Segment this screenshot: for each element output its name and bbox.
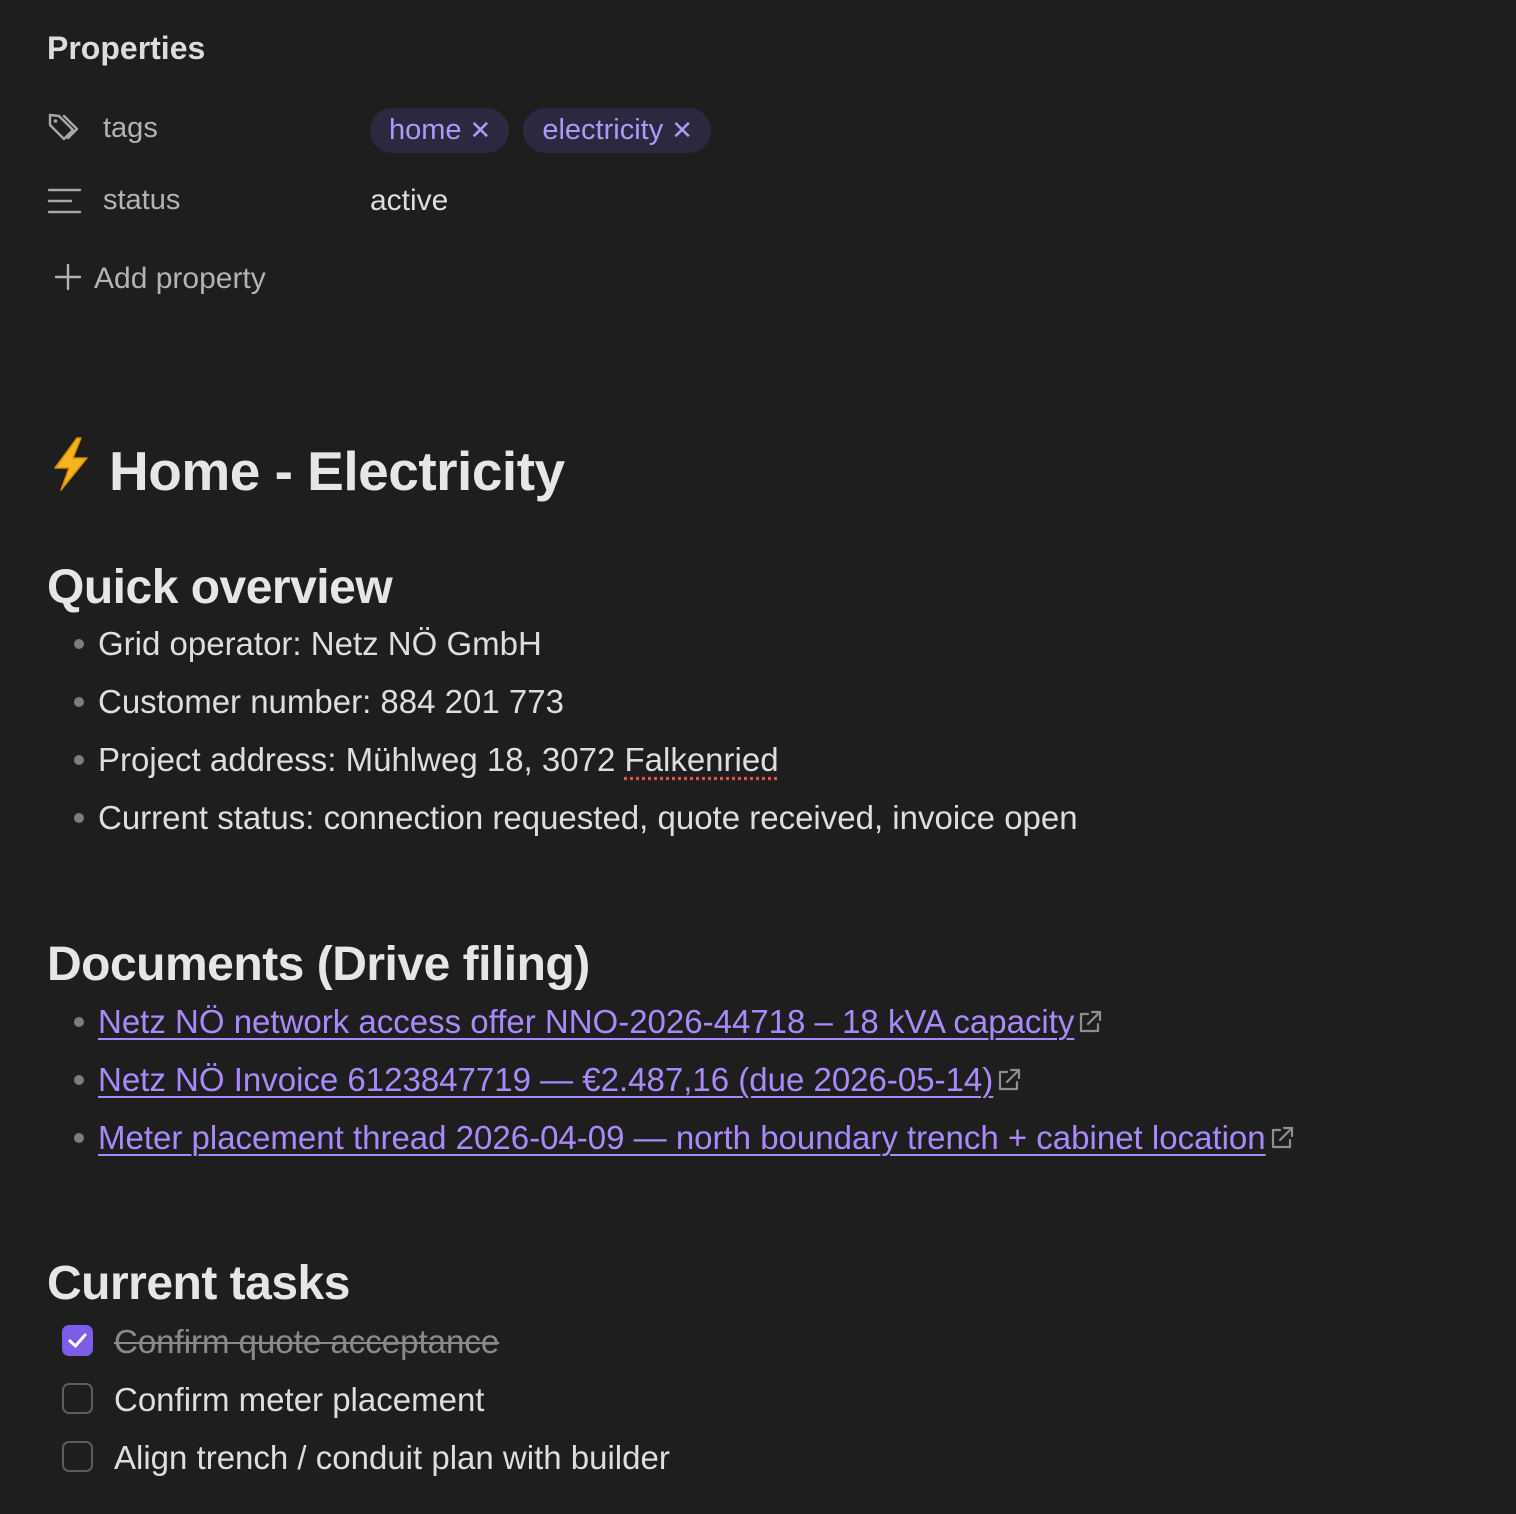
bullet-icon	[74, 1017, 84, 1027]
list-item	[72, 620, 1078, 678]
bullet-icon	[74, 755, 84, 765]
tag-pill-label: electricity	[542, 114, 664, 146]
bullet-icon	[74, 1133, 84, 1143]
lightning-bolt-icon	[47, 436, 95, 505]
add-property-label: Add property	[94, 262, 266, 295]
list-item-text: Project address: Mühlweg 18, 3072	[98, 741, 625, 778]
document-link[interactable]: Netz NÖ Invoice 6123847719 — €2.487,16 (due 2026-05-14)	[98, 1061, 994, 1098]
documents-list	[72, 998, 1296, 1172]
task-checkbox[interactable]	[62, 1383, 93, 1414]
misspelled-word[interactable]: Falkenried	[624, 741, 779, 778]
note-title	[47, 436, 565, 505]
external-link-icon[interactable]	[1268, 1117, 1296, 1145]
section-heading-overview: Quick overview	[47, 561, 393, 614]
tags-value	[370, 108, 711, 153]
section-heading-tasks: Current tasks	[47, 1257, 350, 1310]
list-item	[72, 678, 1078, 736]
list-item-text: Current status: connection requested, quote received, invoice open	[98, 799, 1078, 836]
task-checkbox[interactable]	[62, 1441, 93, 1472]
tag-pill-electricity[interactable]	[523, 108, 711, 153]
section-heading-documents: Documents (Drive filing)	[47, 938, 590, 991]
bullet-icon	[74, 813, 84, 823]
property-key-status[interactable]: status	[103, 184, 181, 216]
task-list	[62, 1320, 962, 1494]
list-item-text: Customer number: 884 201 773	[98, 683, 564, 720]
status-value[interactable]: active	[370, 184, 449, 217]
tag-pill-label: home	[389, 114, 462, 146]
task-label: Confirm meter placement	[114, 1381, 485, 1418]
task-label: Confirm quote acceptance	[114, 1323, 500, 1360]
property-row-tags	[46, 108, 946, 152]
properties-heading: Properties	[47, 30, 206, 66]
bullet-icon	[74, 1075, 84, 1085]
bullet-icon	[74, 697, 84, 707]
bullet-icon	[74, 639, 84, 649]
list-item-text: Grid operator: Netz NÖ GmbH	[98, 625, 542, 662]
overview-list	[72, 620, 1078, 852]
external-link-icon[interactable]	[1076, 1001, 1104, 1029]
property-row-status	[46, 180, 946, 224]
checkmark-icon	[67, 1330, 88, 1351]
document-link[interactable]: Meter placement thread 2026-04-09 — north boundary trench + cabinet location	[98, 1119, 1266, 1156]
list-item	[72, 1056, 1296, 1114]
list-item	[72, 998, 1296, 1056]
task-item	[62, 1320, 962, 1378]
remove-tag-icon[interactable]: ✕	[469, 115, 492, 145]
note-title-text: Home - Electricity	[109, 439, 565, 502]
tag-icon[interactable]	[46, 110, 84, 148]
remove-tag-icon[interactable]: ✕	[671, 115, 693, 145]
tag-pill-home[interactable]	[370, 108, 509, 153]
task-item	[62, 1378, 962, 1436]
add-property-button[interactable]	[54, 260, 266, 298]
text-lines-icon[interactable]	[46, 182, 84, 220]
task-label: Align trench / conduit plan with builder	[114, 1439, 670, 1476]
list-item	[72, 736, 1078, 794]
list-item	[72, 794, 1078, 852]
list-item	[72, 1114, 1296, 1172]
plus-icon	[54, 260, 82, 298]
property-key-tags[interactable]: tags	[103, 112, 158, 144]
task-item	[62, 1436, 962, 1494]
document-link[interactable]: Netz NÖ network access offer NNO-2026-44718 – 18 kVA capacity	[98, 1003, 1075, 1040]
task-checkbox-checked[interactable]	[62, 1325, 93, 1356]
external-link-icon[interactable]	[995, 1059, 1023, 1087]
